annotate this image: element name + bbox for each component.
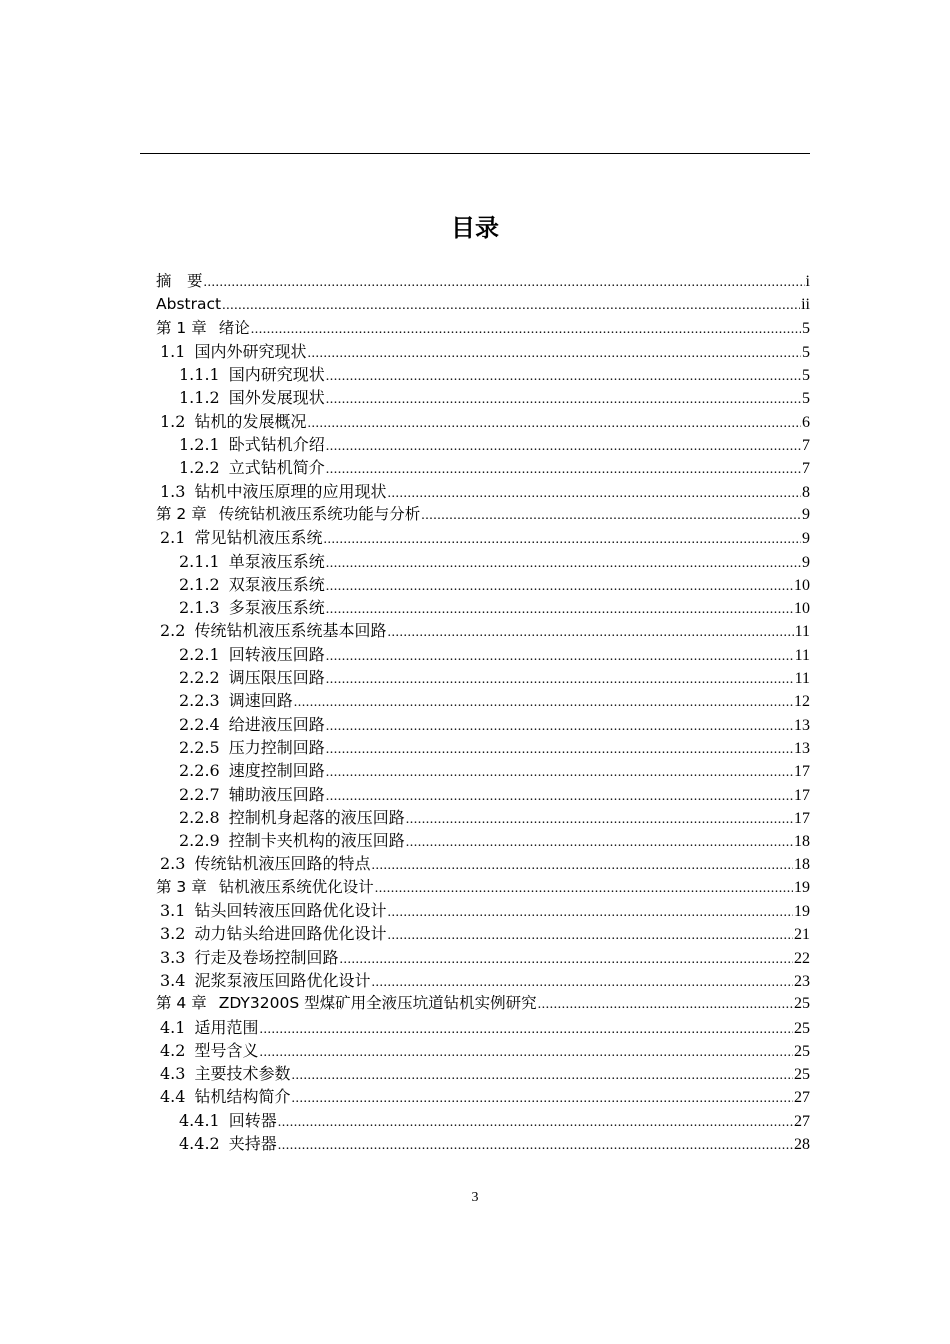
toc-entry-number: 4.1: [160, 1017, 186, 1037]
toc-entry-title: 型号含义: [194, 1040, 259, 1060]
toc-entry-page: 19: [794, 903, 810, 921]
toc-entry-page: 27: [794, 1112, 810, 1130]
toc-entry[interactable]: [156, 270, 810, 293]
toc-dot-leader: [204, 271, 805, 294]
toc-entry[interactable]: [156, 433, 810, 456]
toc-entry[interactable]: [156, 317, 810, 340]
toc-dot-leader: [371, 854, 793, 877]
toc-entry-title: 钻机液压系统优化设计: [218, 877, 374, 896]
toc-entry-page: 13: [794, 716, 810, 734]
toc-entry-title: 国内研究现状: [228, 365, 325, 385]
toc-entry-title: ZDY3200S 型煤矿用全液压坑道钻机实例研究: [218, 994, 537, 1013]
toc-entry-number: 2.1: [160, 528, 186, 548]
toc-entry-title: 单泵液压系统: [228, 551, 325, 571]
toc-entry-page: 18: [794, 856, 810, 874]
toc-entry-title: 辅助液压回路: [228, 784, 325, 804]
toc-entry-number: 4.2: [160, 1040, 186, 1060]
toc-entry[interactable]: [156, 1085, 810, 1108]
toc-entry-number: 1.1.2: [179, 388, 220, 408]
toc-dot-leader: [375, 877, 793, 900]
toc-entry-number: 1.1: [160, 341, 186, 361]
toc-entry-title: Abstract: [156, 295, 222, 314]
toc-entry[interactable]: [156, 643, 810, 666]
toc-entry[interactable]: [156, 526, 810, 549]
toc-entry-title: 调压限压回路: [228, 668, 325, 688]
toc-entry-title: 动力钻头给进回路优化设计: [194, 924, 387, 944]
toc-dot-leader: [387, 621, 793, 644]
toc-entry[interactable]: [156, 1039, 810, 1062]
toc-dot-leader: [326, 365, 801, 388]
toc-entry-number: 4.4.1: [179, 1110, 220, 1130]
toc-entry-number: 2.2.6: [179, 761, 220, 781]
toc-entry-number: 3.2: [160, 924, 186, 944]
toc-entry[interactable]: [156, 689, 810, 712]
toc-entry-number: 2.2.7: [179, 784, 220, 804]
toc-dot-leader: [307, 342, 801, 365]
toc-entry-number: 2.2.2: [179, 668, 220, 688]
toc-entry-title: 行走及卷场控制回路: [194, 947, 339, 967]
toc-entry[interactable]: [156, 1109, 810, 1132]
toc-dot-leader: [291, 1064, 793, 1087]
toc-entry-number: 第 2 章: [156, 504, 207, 523]
toc-entry-title: 传统钻机液压系统功能与分析: [218, 504, 421, 523]
toc-entry-number: 1.1.1: [179, 365, 220, 385]
toc-entry[interactable]: [156, 829, 810, 852]
toc-dot-leader: [421, 504, 801, 527]
toc-dot-leader: [387, 482, 801, 505]
toc-entry-number: 2.2: [160, 621, 186, 641]
toc-entry[interactable]: [156, 596, 810, 619]
toc-dot-leader: [538, 993, 793, 1016]
table-of-contents: [156, 270, 810, 1155]
toc-entry[interactable]: [156, 340, 810, 363]
toc-entry-page: 25: [794, 1066, 810, 1084]
toc-entry-page: 10: [794, 576, 810, 594]
toc-entry-title: 夹持器: [228, 1133, 277, 1153]
toc-dot-leader: [406, 808, 793, 831]
toc-entry-page: 18: [794, 833, 810, 851]
toc-entry-page: 17: [794, 763, 810, 781]
toc-entry-page: 5: [802, 367, 810, 385]
toc-dot-leader: [259, 1041, 793, 1064]
toc-entry[interactable]: [156, 946, 810, 969]
toc-dot-leader: [326, 761, 793, 784]
toc-dot-leader: [278, 1111, 793, 1134]
toc-dot-leader: [326, 435, 801, 458]
toc-entry-page: 5: [802, 343, 810, 361]
toc-entry-number: 3.1: [160, 901, 186, 921]
toc-entry[interactable]: [156, 759, 810, 782]
toc-entry[interactable]: [156, 1016, 810, 1039]
toc-entry-title: 传统钻机液压系统基本回路: [194, 621, 387, 641]
toc-entry-number: 第 3 章: [156, 877, 207, 896]
toc-entry-title: 控制机身起落的液压回路: [228, 807, 405, 827]
toc-entry[interactable]: [156, 992, 810, 1015]
toc-entry-page: 9: [802, 530, 810, 548]
toc-entry-page: 25: [794, 1042, 810, 1060]
toc-entry[interactable]: [156, 410, 810, 433]
toc-entry-title: 调速回路: [228, 691, 293, 711]
page-title: 目录: [451, 214, 499, 242]
toc-entry-title: 国内外研究现状: [194, 341, 307, 361]
toc-entry-page: 22: [794, 949, 810, 967]
toc-dot-leader: [278, 1134, 793, 1157]
toc-entry[interactable]: [156, 876, 810, 899]
toc-entry-title: 钻头回转液压回路优化设计: [194, 901, 387, 921]
toc-dot-leader: [387, 924, 793, 947]
toc-entry-page: 25: [794, 1019, 810, 1037]
toc-entry-number: 2.1.3: [179, 598, 220, 618]
toc-entry-page: 10: [794, 600, 810, 618]
toc-dot-leader: [326, 668, 794, 691]
toc-dot-leader: [294, 691, 793, 714]
toc-entry-number: 2.2.5: [179, 737, 220, 757]
toc-dot-leader: [326, 715, 793, 738]
toc-entry-number: 1.3: [160, 481, 186, 501]
toc-entry-page: 11: [794, 623, 810, 641]
toc-entry-page: 5: [802, 390, 810, 408]
toc-entry-title: 双泵液压系统: [228, 574, 325, 594]
toc-dot-leader: [251, 318, 801, 341]
toc-entry[interactable]: [156, 386, 810, 409]
toc-entry-number: 4.3: [160, 1064, 186, 1084]
toc-entry-number: 1.2: [160, 411, 186, 431]
toc-entry[interactable]: [156, 293, 810, 316]
toc-dot-leader: [387, 901, 793, 924]
toc-entry-page: 9: [802, 553, 810, 571]
toc-entry-page: 19: [794, 878, 810, 896]
toc-entry-number: 2.2.3: [179, 691, 220, 711]
toc-entry-title: 适用范围: [194, 1017, 259, 1037]
toc-entry-page: 27: [794, 1089, 810, 1107]
toc-entry-page: 5: [802, 319, 810, 337]
toc-entry-title: 钻机的发展概况: [194, 411, 307, 431]
toc-entry[interactable]: [156, 852, 810, 875]
toc-entry-page: 11: [794, 646, 810, 664]
toc-entry-number: 4.4: [160, 1087, 186, 1107]
toc-entry[interactable]: [156, 456, 810, 479]
toc-entry-title: 给进液压回路: [228, 714, 325, 734]
toc-entry-title: 回转液压回路: [228, 644, 325, 664]
toc-dot-leader: [326, 575, 793, 598]
toc-entry-title: 主要技术参数: [194, 1064, 291, 1084]
toc-entry-title: 控制卡夹机构的液压回路: [228, 831, 405, 851]
toc-entry-title: 常见钻机液压系统: [194, 528, 323, 548]
toc-entry-number: 4.4.2: [179, 1133, 220, 1153]
toc-entry-number: 2.1.2: [179, 574, 220, 594]
toc-entry-page: 7: [802, 437, 810, 455]
toc-entry[interactable]: [156, 666, 810, 689]
toc-entry[interactable]: [156, 783, 810, 806]
toc-entry[interactable]: [156, 736, 810, 759]
toc-dot-leader: [326, 552, 801, 575]
toc-entry-page: 6: [802, 413, 810, 431]
toc-entry-page: 12: [794, 693, 810, 711]
toc-entry-number: 2.2.1: [179, 644, 220, 664]
toc-entry[interactable]: [156, 503, 810, 526]
toc-dot-leader: [259, 1018, 793, 1041]
toc-entry-number: 第 1 章: [156, 318, 207, 337]
toc-dot-leader: [222, 294, 800, 317]
toc-entry-number: 2.2.4: [179, 714, 220, 734]
toc-entry-title: 国外发展现状: [228, 388, 325, 408]
toc-entry-number: 1.2.2: [179, 458, 220, 478]
toc-dot-leader: [307, 412, 801, 435]
header-rule: [140, 153, 810, 154]
toc-entry-number: 3.4: [160, 970, 186, 990]
toc-dot-leader: [406, 831, 793, 854]
toc-entry-page: 13: [794, 739, 810, 757]
toc-entry-title: 传统钻机液压回路的特点: [194, 854, 371, 874]
toc-entry-title: 立式钻机简介: [228, 458, 325, 478]
toc-entry-title: 速度控制回路: [228, 761, 325, 781]
toc-entry-page: 23: [794, 972, 810, 990]
toc-entry-page: 25: [794, 995, 810, 1013]
toc-entry-number: 3.3: [160, 947, 186, 967]
toc-dot-leader: [339, 948, 793, 971]
toc-entry-number: 2.2.9: [179, 831, 220, 851]
toc-entry-title: 多泵液压系统: [228, 598, 325, 618]
toc-entry-page: 7: [802, 460, 810, 478]
toc-entry-page: ii: [801, 296, 810, 314]
toc-entry-title: 回转器: [228, 1110, 277, 1130]
toc-entry-page: 17: [794, 786, 810, 804]
toc-dot-leader: [291, 1087, 793, 1110]
toc-entry-title: 钻机中液压原理的应用现状: [194, 481, 387, 501]
toc-dot-leader: [326, 598, 793, 621]
toc-entry[interactable]: [156, 922, 810, 945]
toc-entry-number: 第 4 章: [156, 994, 207, 1013]
toc-entry-page: 9: [802, 505, 810, 523]
toc-entry-page: i: [805, 273, 810, 290]
toc-entry[interactable]: [156, 1132, 810, 1155]
toc-entry-title: 卧式钻机介绍: [228, 435, 325, 455]
toc-entry-title: 压力控制回路: [228, 737, 325, 757]
toc-entry-number: 2.1.1: [179, 551, 220, 571]
page-number: 3: [471, 1190, 479, 1205]
toc-entry-title: 摘 要: [156, 272, 203, 290]
toc-entry[interactable]: [156, 806, 810, 829]
toc-entry[interactable]: [156, 899, 810, 922]
toc-entry-page: 28: [794, 1135, 810, 1153]
toc-entry[interactable]: [156, 619, 810, 642]
toc-dot-leader: [326, 785, 793, 808]
toc-dot-leader: [326, 645, 794, 668]
toc-entry-page: 11: [794, 670, 810, 688]
toc-entry-title: 绪论: [218, 318, 250, 337]
toc-entry-number: 2.2.8: [179, 807, 220, 827]
toc-dot-leader: [326, 388, 801, 411]
toc-dot-leader: [326, 458, 801, 481]
toc-entry-number: 1.2.1: [179, 435, 220, 455]
toc-entry[interactable]: [156, 550, 810, 573]
toc-entry[interactable]: [156, 573, 810, 596]
toc-entry-title: 钻机结构简介: [194, 1087, 291, 1107]
toc-entry[interactable]: [156, 1062, 810, 1085]
toc-entry-number: 2.3: [160, 854, 186, 874]
toc-dot-leader: [371, 971, 793, 994]
toc-entry-page: 8: [802, 483, 810, 501]
toc-entry[interactable]: [156, 480, 810, 503]
toc-dot-leader: [323, 528, 801, 551]
toc-entry[interactable]: [156, 969, 810, 992]
toc-entry-page: 17: [794, 809, 810, 827]
toc-entry[interactable]: [156, 713, 810, 736]
toc-entry-title: 泥浆泵液压回路优化设计: [194, 970, 371, 990]
toc-entry-page: 21: [794, 926, 810, 944]
toc-dot-leader: [326, 738, 793, 761]
toc-entry[interactable]: [156, 363, 810, 386]
